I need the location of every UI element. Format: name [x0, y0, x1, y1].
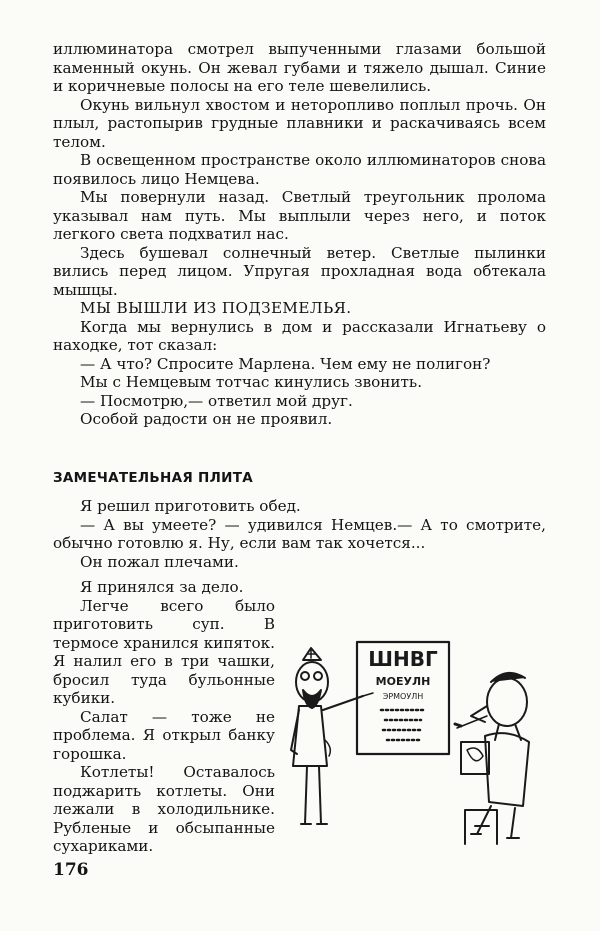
dialogue-line: — А вы умеете? — удивился Немцев.— А то смотрите, обычно готовлю я. Ну, если вам так хочется... — [53, 515, 546, 552]
section-heading: ЗАМЕЧАТЕЛЬНАЯ ПЛИТА — [53, 470, 253, 486]
doctor-illustration — [285, 640, 555, 860]
paragraph-continued: иллюминатора смотрел выпученными глазами большой каменный окунь. Он жевал губами и тяжело дышал. Синие и коричневые полосы на его теле шевелились. — [53, 40, 546, 95]
paragraph: Особой радости он не проявил. — [80, 410, 333, 428]
eye-chart — [357, 642, 449, 754]
paragraph: Мы повернули назад. Светлый треугольник пролома указывал нам путь. Мы выплыли через него, и поток легкого света подхватил нас. — [53, 188, 546, 243]
paragraph: Я решил приготовить обед. — [80, 497, 301, 515]
paragraph: Легче всего было приготовить суп. В термосе хранился кипяток. Я налил его в три чашки, бросил туда бульонные кубики. — [53, 596, 275, 707]
paragraph: Когда мы вернулись в дом и рассказали Игнатьеву о находке, тот сказал: — [53, 317, 546, 354]
paragraph: Он пожал плечами. — [80, 552, 239, 571]
top-text-block — [53, 40, 546, 429]
paragraph: Окунь вильнул хвостом и неторопливо поплыл прочь. Он плыл, растопырив грудные плавники и раскачиваясь всем телом. — [53, 95, 546, 151]
patient-figure — [455, 673, 529, 844]
page-number: 176 — [53, 860, 89, 880]
paragraph: Салат — тоже не проблема. Я открыл банку горошка. — [53, 707, 275, 763]
eye-chart-row-1: ШНВГ — [368, 647, 438, 671]
narrow-text-column — [53, 578, 275, 856]
section-text-block — [53, 497, 546, 571]
doctor-figure — [291, 648, 373, 824]
paragraph: Здесь бушевал солнечный ветер. Светлые пылинки вились перед лицом. Упругая прохладная вода обтекала мышцы. — [53, 243, 546, 299]
paragraph: В освещенном пространстве около иллюминаторов снова появилось лицо Немцева. — [53, 151, 546, 188]
dialogue-line: — Посмотрю,— ответил мой друг. — [80, 391, 353, 410]
paragraph: Мы с Немцевым тотчас кинулись звонить. — [80, 373, 423, 391]
paragraph-caps: МЫ ВЫШЛИ ИЗ ПОДЗЕМЕЛЬЯ. — [80, 299, 352, 317]
paragraph: Котлеты! Оставалось поджарить котлеты. Они лежали в холодильнике. Рубленые и обсыпанные сухариками. — [53, 763, 275, 855]
eye-chart-row-2: МОЕУЛН — [375, 675, 431, 688]
dialogue-line: — А что? Спросите Марлена. Чем ему не полигон? — [80, 354, 491, 373]
paragraph: Я принялся за дело. — [80, 578, 244, 596]
eye-chart-row-3: ЭРМОУЛН — [382, 692, 424, 701]
